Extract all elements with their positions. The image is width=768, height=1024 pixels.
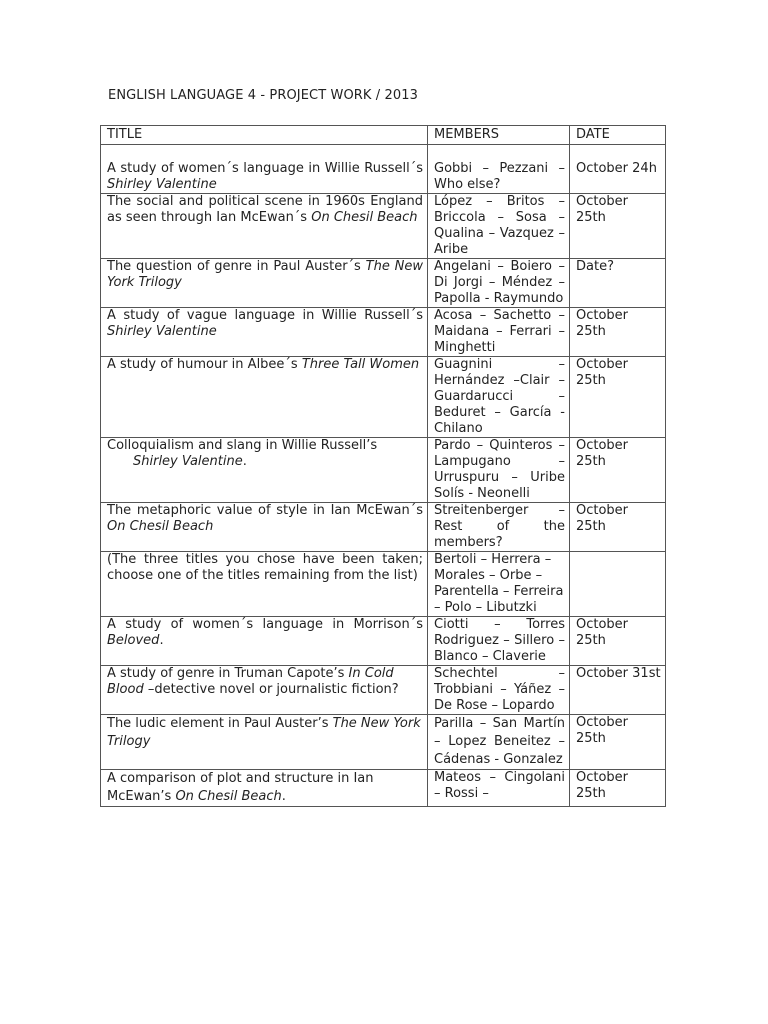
title-text: A study of humour in Albee´s [107,357,302,372]
title-text: A study of genre in Truman Capote’s [107,666,349,681]
header-members: MEMBERS [428,126,570,145]
date-cell: October 25th [570,715,666,770]
table-row [101,259,666,308]
title-italic: The New York Trilogy [107,259,424,290]
title-italic: Shirley Valentine [107,324,217,339]
title-italic: Beloved [107,633,160,648]
title-suffix: –detective novel or journalistic fiction? [143,682,399,697]
table-row [101,666,666,715]
title-text: A comparison of plot and structure in Ian McEwan’s [107,771,374,804]
members-cell: Acosa – Sachetto – Maidana – Ferrari – Minghetti [428,308,570,357]
table-row [101,438,666,503]
title-suffix: . [242,454,247,469]
table-row [101,552,666,617]
title-text: The ludic element in Paul Auster’s [107,716,333,731]
header-title: TITLE [101,126,428,145]
title-cell [101,145,428,194]
title-cell [101,715,428,770]
members-cell: Angelani – Boiero – Di Jorgi – Méndez – Papolla - Raymundo [428,259,570,308]
table-row [101,503,666,552]
project-table [100,125,666,807]
members-cell: Streitenberger – Rest of the members? [428,503,570,552]
title-cell [101,438,428,503]
table-header-row [101,126,666,145]
table-row [101,357,666,438]
title-cell [101,770,428,807]
date-cell: October 24h [570,145,666,194]
title-italic: In Cold Blood [107,666,394,697]
title-text: A study of women´s language in Morrison´s [107,617,423,632]
table-row [101,145,666,194]
date-cell: October 31st [570,666,666,715]
members-cell: Pardo – Quinteros – Lampugano – Urruspuru – Uribe Solís - Neonelli [428,438,570,503]
title-italic: Shirley Valentine [107,177,217,192]
title-indented-line [107,454,423,470]
members-cell: López – Britos – Briccola – Sosa – Qualina – Vazquez – Aribe [428,194,570,259]
title-cell [101,194,428,259]
title-italic: On Chesil Beach [311,210,418,225]
title-text: The social and political scene in 1960s England as seen through Ian McEwan´s [107,194,423,225]
title-cell [101,552,428,617]
date-cell: October 25th [570,194,666,259]
title-text: The question of genre in Paul Auster´s [107,259,366,274]
title-italic: The New York Trilogy [107,716,421,749]
members-cell: Mateos – Cingolani – Rossi – [428,770,570,807]
title-italic: On Chesil Beach [175,789,282,804]
title-cell [101,259,428,308]
title-text: Colloquialism and slang in Willie Russell’s [107,438,378,453]
title-suffix: . [159,633,164,648]
date-cell [570,552,666,617]
title-italic: On Chesil Beach [107,519,214,534]
table-row [101,194,666,259]
members-cell: Schechtel – Trobbiani – Yáñez – De Rose – Lopardo [428,666,570,715]
title-italic: Shirley Valentine [133,454,243,469]
date-cell: October 25th [570,308,666,357]
date-cell: October 25th [570,503,666,552]
date-cell: October 25th [570,357,666,438]
title-suffix: . [281,789,286,804]
table-row [101,770,666,807]
table-row [101,617,666,666]
title-cell [101,357,428,438]
title-text: A study of women´s language in Willie Russell´s [107,161,423,176]
date-cell: October 25th [570,438,666,503]
table-row [101,715,666,770]
members-cell: Bertoli – Herrera – Morales – Orbe – Parentella – Ferreira – Polo – Libutzki [428,552,570,617]
title-cell [101,617,428,666]
title-text: (The three titles you chose have been taken; choose one of the titles remaining from the list) [107,552,423,583]
table-row [101,308,666,357]
members-cell: Parilla – San Martín – Lopez Beneitez – Cádenas - Gonzalez [428,715,570,770]
date-cell: October 25th [570,617,666,666]
members-cell: Gobbi – Pezzani – Who else? [428,145,570,194]
title-cell [101,308,428,357]
title-cell [101,666,428,715]
date-cell: October 25th [570,770,666,807]
date-cell: Date? [570,259,666,308]
title-cell [101,503,428,552]
title-italic: Three Tall Women [301,357,420,372]
members-cell: Ciotti – Torres Rodriguez – Sillero – Blanco – Claverie [428,617,570,666]
document-heading: ENGLISH LANGUAGE 4 - PROJECT WORK / 2013 [108,88,418,103]
members-cell: Guagnini – Hernández –Clair – Guardarucci – Beduret – García - Chilano [428,357,570,438]
header-date: DATE [570,126,666,145]
title-text: A study of vague language in Willie Russell´s [107,308,423,323]
title-text: The metaphoric value of style in Ian McEwan´s [107,503,423,518]
